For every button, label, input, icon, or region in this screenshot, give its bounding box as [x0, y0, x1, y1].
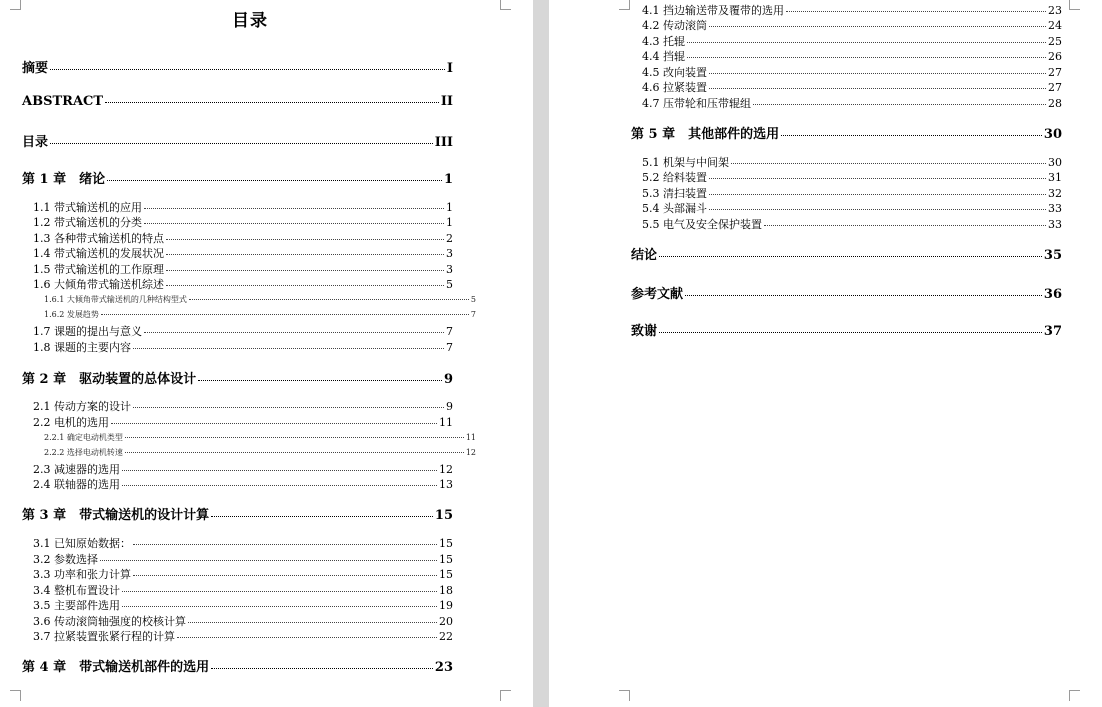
- toc-entry-page: 25: [1048, 35, 1062, 48]
- leader-dots: [166, 270, 444, 271]
- toc-entry-label: 4.5 改向装置: [642, 66, 707, 79]
- toc-entry-label: 2.4 联轴器的选用: [33, 478, 120, 491]
- toc-entry-label: 2.2 电机的选用: [33, 416, 109, 429]
- toc-entry[interactable]: [33, 597, 453, 613]
- leader-dots: [166, 239, 444, 240]
- toc-entry-page: 37: [1043, 324, 1062, 339]
- toc-entry-label: 1.1 带式输送机的应用: [33, 201, 142, 214]
- page-corner-mark: [500, 690, 511, 701]
- toc-entry-label: 2.2.1 确定电动机类型: [44, 433, 123, 442]
- toc-entry[interactable]: [33, 230, 453, 246]
- leader-dots: [198, 380, 442, 381]
- leader-dots: [144, 332, 444, 333]
- toc-entry-page: 7: [446, 341, 453, 354]
- toc-entry[interactable]: [631, 320, 1062, 339]
- toc-entry-label: 3.7 拉紧装置张紧行程的计算: [33, 630, 175, 643]
- leader-dots: [188, 622, 437, 623]
- leader-dots: [133, 544, 437, 545]
- leader-dots: [781, 135, 1042, 136]
- toc-entry-label: 3.4 整机布置设计: [33, 584, 120, 597]
- toc-entry[interactable]: [44, 432, 476, 443]
- leader-dots: [687, 57, 1046, 58]
- toc-entry-page: 2: [446, 232, 453, 245]
- toc-entry[interactable]: [33, 566, 453, 582]
- leader-dots: [122, 606, 437, 607]
- toc-entry-page: 31: [1048, 171, 1062, 184]
- toc-entry-page: 3: [446, 247, 453, 260]
- toc-entry-page: 27: [1048, 81, 1062, 94]
- toc-entry[interactable]: [22, 504, 453, 523]
- leader-dots: [659, 332, 1042, 333]
- toc-entry-label: 1.6.2 发展趋势: [44, 310, 99, 319]
- toc-entry-page: 35: [1043, 248, 1062, 263]
- toc-entry-label: 4.6 拉紧装置: [642, 81, 707, 94]
- toc-entry-page: 7: [446, 325, 453, 338]
- toc-entry-page: 12: [465, 448, 476, 457]
- toc-entry-label: 4.7 压带轮和压带辊组: [642, 97, 751, 110]
- toc-entry[interactable]: [642, 169, 1062, 185]
- leader-dots: [133, 575, 437, 576]
- toc-entry-page: 15: [439, 553, 453, 566]
- toc-entry[interactable]: [33, 261, 453, 277]
- leader-dots: [125, 452, 464, 453]
- toc-entry-label: 3.6 传动滚筒轴强度的校核计算: [33, 615, 186, 628]
- leader-dots: [122, 470, 437, 471]
- toc-entry-label: 3.1 已知原始数据：: [33, 537, 131, 550]
- toc-entry-label: 第 3 章 带式输送机的设计计算: [22, 508, 210, 523]
- leader-dots: [122, 485, 437, 486]
- document-page-right: [549, 0, 1102, 707]
- page-corner-mark: [1069, 0, 1080, 10]
- toc-entry-page: 24: [1048, 19, 1062, 32]
- toc-entry-label: 1.2 带式输送机的分类: [33, 216, 142, 229]
- toc-entry[interactable]: [642, 200, 1062, 216]
- toc-entry-page: 28: [1048, 97, 1062, 110]
- toc-entry-label: 参考文献: [631, 287, 684, 302]
- toc-entry[interactable]: [44, 294, 476, 305]
- toc-entry-page: 30: [1043, 127, 1062, 142]
- toc-entry[interactable]: [642, 95, 1062, 111]
- leader-dots: [125, 437, 464, 438]
- toc-entry[interactable]: [22, 656, 453, 675]
- toc-entry-label: 3.2 参数选择: [33, 553, 98, 566]
- toc-entry[interactable]: [33, 199, 453, 215]
- toc-entry[interactable]: [631, 123, 1062, 142]
- toc-entry[interactable]: [33, 214, 453, 230]
- page-corner-mark: [1069, 690, 1080, 701]
- leader-dots: [166, 285, 444, 286]
- toc-entry-label: 5.3 清扫装置: [642, 187, 707, 200]
- leader-dots: [753, 104, 1046, 105]
- leader-dots: [122, 591, 437, 592]
- toc-entry-label: 4.3 托辊: [642, 35, 685, 48]
- leader-dots: [709, 209, 1046, 210]
- toc-entry[interactable]: [33, 476, 453, 492]
- toc-entry-label: 1.4 带式输送机的发展状况: [33, 247, 164, 260]
- leader-dots: [50, 69, 445, 70]
- toc-entry-label: 2.1 传动方案的设计: [33, 400, 131, 413]
- leader-dots: [211, 668, 433, 669]
- toc-entry-page: 33: [1048, 218, 1062, 231]
- toc-entry-page: 15: [439, 568, 453, 581]
- leader-dots: [166, 254, 444, 255]
- toc-entry[interactable]: [33, 276, 453, 292]
- toc-entry-label: 3.3 功率和张力计算: [33, 568, 131, 581]
- leader-dots: [764, 225, 1046, 226]
- page-corner-mark: [500, 0, 511, 10]
- toc-entry[interactable]: [44, 447, 476, 458]
- toc-entry-label: 2.3 减速器的选用: [33, 463, 120, 476]
- toc-entry-label: 1.8 课题的主要内容: [33, 341, 131, 354]
- toc-entry-page: 1: [446, 201, 453, 214]
- toc-entry[interactable]: [22, 368, 453, 387]
- toc-entry[interactable]: [33, 245, 453, 261]
- toc-entry[interactable]: [33, 323, 453, 339]
- toc-entry-page: 3: [446, 263, 453, 276]
- toc-entry-page: 1: [443, 172, 453, 187]
- document-page-left: [0, 0, 533, 707]
- leader-dots: [144, 208, 444, 209]
- toc-entry-label: 1.3 各种带式输送机的特点: [33, 232, 164, 245]
- page-corner-mark: [619, 690, 630, 701]
- toc-entry-page: 18: [439, 584, 453, 597]
- toc-entry-label: 1.7 课题的提出与意义: [33, 325, 142, 338]
- toc-entry-page: 22: [439, 630, 453, 643]
- leader-dots: [177, 637, 437, 638]
- toc-entry-page: 36: [1043, 287, 1062, 302]
- leader-dots: [133, 407, 444, 408]
- toc-entry[interactable]: [22, 94, 453, 109]
- leader-dots: [731, 163, 1046, 164]
- toc-entry-label: 4.4 挡辊: [642, 50, 685, 63]
- leader-dots: [709, 73, 1046, 74]
- toc-entry[interactable]: [642, 216, 1062, 232]
- toc-entry-label: 第 5 章 其他部件的选用: [631, 127, 780, 142]
- leader-dots: [685, 295, 1042, 296]
- toc-entry-label: 5.2 给料装置: [642, 171, 707, 184]
- leader-dots: [709, 194, 1046, 195]
- toc-entry-page: II: [440, 94, 453, 109]
- toc-entry-page: 11: [465, 433, 476, 442]
- toc-entry-page: 30: [1048, 156, 1062, 169]
- toc-entry-page: 5: [470, 295, 476, 304]
- toc-entry[interactable]: [44, 309, 476, 320]
- toc-entry-label: 1.6.1 大倾角带式输送机的几种结构型式: [44, 295, 187, 304]
- toc-entry[interactable]: [642, 2, 1062, 18]
- page-corner-mark: [619, 0, 630, 10]
- toc-entry-page: 23: [1048, 4, 1062, 17]
- toc-entry-label: 5.4 头部漏斗: [642, 202, 707, 215]
- toc-entry[interactable]: [33, 551, 453, 567]
- toc-entry[interactable]: [22, 57, 453, 76]
- toc-entry[interactable]: [33, 414, 453, 430]
- toc-entry-page: I: [446, 61, 453, 76]
- leader-dots: [687, 42, 1046, 43]
- toc-entry[interactable]: [33, 461, 453, 477]
- leader-dots: [211, 516, 433, 517]
- toc-title: 目录: [232, 11, 268, 31]
- toc-entry-label: 目录: [22, 135, 49, 150]
- toc-entry-label: 5.5 电气及安全保护装置: [642, 218, 762, 231]
- toc-entry[interactable]: [33, 398, 453, 414]
- toc-entry[interactable]: [33, 582, 453, 598]
- leader-dots: [709, 26, 1046, 27]
- toc-entry-page: 32: [1048, 187, 1062, 200]
- toc-entry-label: 摘要: [22, 61, 49, 76]
- toc-entry-label: 第 2 章 驱动装置的总体设计: [22, 372, 197, 387]
- toc-entry-page: 11: [439, 416, 453, 429]
- toc-entry-label: 1.6 大倾角带式输送机综述: [33, 278, 164, 291]
- toc-entry[interactable]: [642, 48, 1062, 64]
- toc-entry-label: 4.2 传动滚筒: [642, 19, 707, 32]
- toc-entry-label: 致谢: [631, 324, 658, 339]
- toc-entry[interactable]: [642, 154, 1062, 170]
- toc-entry[interactable]: [22, 168, 453, 187]
- toc-entry[interactable]: [33, 613, 453, 629]
- leader-dots: [50, 143, 433, 144]
- toc-entry[interactable]: [631, 244, 1062, 263]
- leader-dots: [659, 256, 1042, 257]
- toc-entry[interactable]: [33, 339, 453, 355]
- toc-entry-page: 12: [439, 463, 453, 476]
- leader-dots: [144, 223, 444, 224]
- toc-entry[interactable]: [642, 33, 1062, 49]
- toc-entry-page: 9: [446, 400, 453, 413]
- toc-entry[interactable]: [642, 64, 1062, 80]
- leader-dots: [133, 348, 444, 349]
- page-corner-mark: [10, 690, 21, 701]
- toc-entry-label: 1.5 带式输送机的工作原理: [33, 263, 164, 276]
- toc-entry[interactable]: [642, 17, 1062, 33]
- toc-entry-page: 23: [434, 660, 453, 675]
- leader-dots: [101, 314, 469, 315]
- toc-entry-label: 第 1 章 绪论: [22, 172, 106, 187]
- toc-entry-label: 2.2.2 选择电动机转速: [44, 448, 123, 457]
- toc-entry-label: 结论: [631, 248, 658, 263]
- toc-entry[interactable]: [33, 628, 453, 644]
- toc-entry-page: 9: [443, 372, 453, 387]
- leader-dots: [100, 560, 437, 561]
- toc-entry-page: 15: [439, 537, 453, 550]
- toc-entry-label: 4.1 挡边输送带及覆带的选用: [642, 4, 784, 17]
- toc-entry-page: 7: [470, 310, 476, 319]
- leader-dots: [107, 180, 442, 181]
- toc-entry-label: ABSTRACT: [22, 94, 104, 109]
- toc-entry-label: 5.1 机架与中间架: [642, 156, 729, 169]
- toc-entry[interactable]: [642, 79, 1062, 95]
- toc-entry-page: 1: [446, 216, 453, 229]
- toc-entry[interactable]: [33, 535, 453, 551]
- toc-entry[interactable]: [642, 185, 1062, 201]
- leader-dots: [189, 299, 469, 300]
- leader-dots: [709, 88, 1046, 89]
- toc-entry-page: 26: [1048, 50, 1062, 63]
- toc-entry-page: 33: [1048, 202, 1062, 215]
- leader-dots: [105, 102, 439, 103]
- leader-dots: [111, 423, 437, 424]
- toc-entry-page: 19: [439, 599, 453, 612]
- toc-entry-label: 第 4 章 带式输送机部件的选用: [22, 660, 210, 675]
- toc-entry-page: III: [434, 135, 453, 150]
- toc-entry[interactable]: [22, 131, 453, 150]
- toc-entry-label: 3.5 主要部件选用: [33, 599, 120, 612]
- toc-entry-page: 13: [439, 478, 453, 491]
- toc-entry-page: 15: [434, 508, 453, 523]
- toc-entry[interactable]: [631, 283, 1062, 302]
- toc-entry-page: 20: [439, 615, 453, 628]
- toc-entry-page: 5: [446, 278, 453, 291]
- leader-dots: [709, 178, 1046, 179]
- leader-dots: [786, 11, 1046, 12]
- toc-entry-page: 27: [1048, 66, 1062, 79]
